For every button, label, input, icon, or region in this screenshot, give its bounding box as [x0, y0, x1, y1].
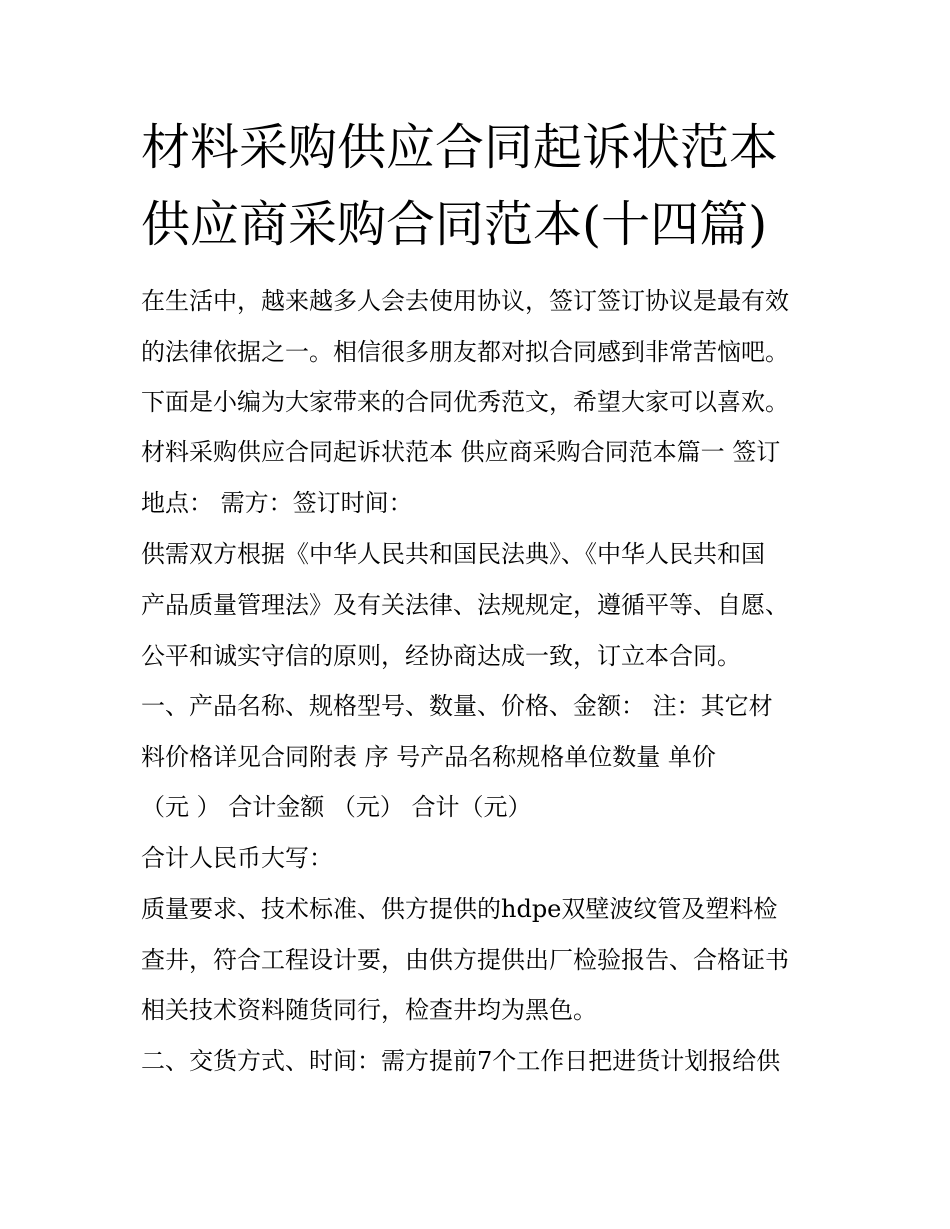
body-line: 下面是小编为大家带来的合同优秀范文，希望大家可以喜欢。: [141, 388, 789, 416]
document-title-line-1: 材料采购供应合同起诉状范本: [141, 119, 779, 176]
body-line: 的法律依据之一。相信很多朋友都对拟合同感到非常苦恼吧。: [141, 338, 789, 366]
document-title-line-2: 供应商采购合同范本(十四篇): [141, 196, 768, 253]
body-line: 地点： 需方：签订时间：: [141, 489, 413, 517]
body-line: 相关技术资料随货同行，检查井均为黑色。: [141, 996, 597, 1024]
body-line: 材料采购供应合同起诉状范本 供应商采购合同范本篇一 签订: [141, 438, 781, 466]
body-line: 供需双方根据《中华人民共和国民法典》、《中华人民共和国: [141, 540, 765, 568]
body-line: 料价格详见合同附表 序 号产品名称规格单位数量 单价: [141, 743, 716, 771]
body-line: 在生活中，越来越多人会去使用协议，签订签订协议是最有效: [141, 287, 789, 315]
body-line: 查井，符合工程设计要，由供方提供出厂检验报告、合格证书: [141, 946, 789, 974]
body-line: 合计人民币大写：: [141, 844, 333, 872]
body-line: 产品质量管理法》及有关法律、法规规定，遵循平等、自愿、: [141, 591, 789, 619]
body-line: 一、产品名称、规格型号、数量、价格、金额： 注：其它材: [141, 692, 773, 720]
body-line: 二、交货方式、时间：需方提前7个工作日把进货计划报给供: [141, 1047, 781, 1075]
body-line: 质量要求、技术标准、供方提供的hdpe双壁波纹管及塑料检: [141, 895, 778, 923]
body-line: （元 ） 合计金额 （元） 合计（元）: [141, 793, 532, 821]
body-line: 公平和诚实守信的原则，经协商达成一致，订立本合同。: [141, 642, 741, 670]
